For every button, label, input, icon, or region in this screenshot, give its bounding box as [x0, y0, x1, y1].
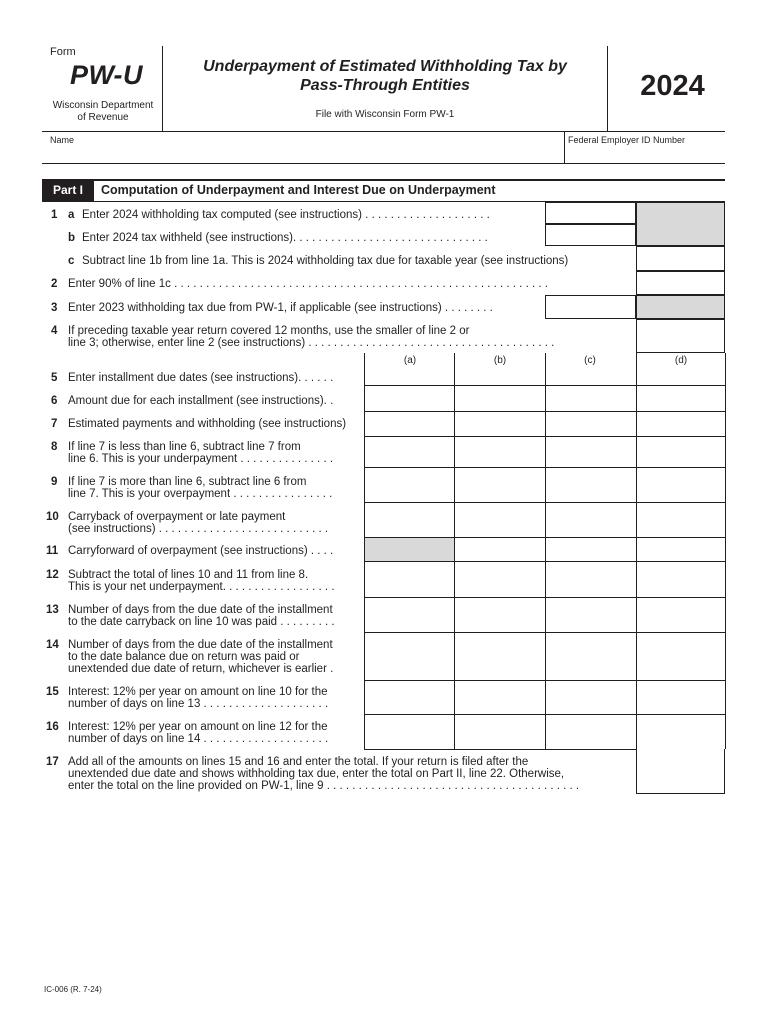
line-4-field[interactable] [636, 319, 725, 353]
part1-title: Computation of Underpayment and Interest Due on Underpayment [101, 183, 496, 197]
grid-row-15-bottom [364, 714, 725, 715]
grid-row-12-bottom [364, 597, 725, 598]
line-1b-field[interactable] [545, 224, 636, 246]
line-16-text-2: number of days on line 14 . . . . . . . . . . . . . . . . . . . . [68, 733, 329, 745]
grid-col-c-left [545, 353, 546, 749]
grid-row-5-bottom [364, 385, 725, 386]
name-label: Name [50, 135, 75, 145]
line-7-number: 7 [51, 418, 58, 430]
department-name [48, 100, 158, 124]
column-b-header: (b) [493, 355, 507, 366]
line-1b-letter: b [68, 232, 76, 244]
form-title-line-1: Underpayment of Estimated Withholding Tax by [203, 58, 567, 75]
line-8-number: 8 [51, 441, 58, 453]
line-14-text-3: unextended due date of return, whichever is earlier . [68, 663, 334, 675]
part1-tag: Part I [42, 180, 94, 201]
grid-row-8-bottom [364, 467, 725, 468]
column-c-header: (c) [584, 355, 596, 366]
line-3-text: Enter 2023 withholding tax due from PW-1, if applicable (see instructions) . . . . . . . . [68, 302, 493, 314]
line-8-text-2: line 6. This is your underpayment . . . . . . . . . . . . . . . [68, 453, 334, 465]
line-5-col-b-field[interactable] [455, 362, 545, 385]
line-1a-letter: a [68, 209, 75, 221]
header-divider-right [607, 46, 608, 131]
column-d-header: (d) [674, 355, 688, 366]
line-2-text: Enter 90% of line 1c . . . . . . . . . . . . . . . . . . . . . . . . . . . . . . . . . . . . . . . . . . . . . . . . . . . . . . . . . . . [68, 278, 548, 290]
form-word: Form [50, 46, 76, 58]
line-3-number: 3 [51, 302, 58, 314]
form-title-line-2: Pass-Through Entities [300, 77, 470, 94]
line-4-text-1: If preceding taxable year return covered 12 months, use the smaller of line 2 or [68, 325, 470, 337]
form-title [165, 57, 605, 95]
fein-label: Federal Employer ID Number [568, 135, 686, 145]
line-10-number: 10 [46, 511, 59, 523]
line-1a-text: Enter 2024 withholding tax computed (see instructions) . . . . . . . . . . . . . . . . . . . . [82, 209, 490, 221]
line-4-text-2: line 3; otherwise, enter line 2 (see instructions) . . . . . . . . . . . . . . . . . . . . . . . . . . . . . . . . . . . . . . . [68, 337, 555, 349]
line-17-number: 17 [46, 756, 59, 768]
line-3-shaded-cell [636, 295, 725, 319]
line-1c-field[interactable] [636, 246, 725, 271]
line-1ab-shaded-cell [636, 202, 725, 246]
line-1-number: 1 [51, 209, 58, 221]
line-13-text-1: Number of days from the due date of the installment [68, 604, 333, 616]
line-5-col-a-field[interactable] [365, 362, 454, 385]
line-10-text-2: (see instructions) . . . . . . . . . . . . . . . . . . . . . . . . . . . [68, 523, 329, 535]
line-12-text-2: This is your net underpayment. . . . . . . . . . . . . . . . . . [68, 581, 335, 593]
line-5-col-c-field[interactable] [546, 362, 636, 385]
line-15-text-1: Interest: 12% per year on amount on line 10 for the [68, 686, 328, 698]
line-4-number: 4 [51, 325, 58, 337]
dept-line-1: Wisconsin Department [52, 100, 154, 111]
line-14-text-1: Number of days from the due date of the installment [68, 639, 333, 651]
line-11-number: 11 [46, 545, 59, 557]
line-5-col-d-field[interactable] [637, 362, 725, 385]
line-1a-field[interactable] [545, 202, 636, 224]
line-7-text: Estimated payments and withholding (see instructions) [68, 418, 347, 430]
line-9-text-1: If line 7 is more than line 6, subtract line 6 from [68, 476, 307, 488]
line-14-number: 14 [46, 639, 59, 651]
form-id: PW-U [70, 60, 143, 90]
line-16-number: 16 [46, 721, 59, 733]
dept-line-2: of Revenue [77, 112, 129, 123]
line-15-number: 15 [46, 686, 59, 698]
line-13-text-2: to the date carryback on line 10 was paid . . . . . . . . . [68, 616, 335, 628]
line-1b-text: Enter 2024 tax withheld (see instructions). . . . . . . . . . . . . . . . . . . . . . . . . . . . . . . [82, 232, 488, 244]
line-17-text-1: Add all of the amounts on lines 15 and 16 and enter the total. If your return is filed after the [68, 756, 529, 768]
line-5-number: 5 [51, 372, 58, 384]
line-6-number: 6 [51, 395, 58, 407]
line-9-number: 9 [51, 476, 58, 488]
line-1c-letter: c [68, 255, 75, 267]
line-6-text: Amount due for each installment (see instructions). . [68, 395, 334, 407]
grid-row-13-bottom [364, 632, 725, 633]
name-field[interactable] [46, 145, 561, 162]
column-a-header: (a) [403, 355, 417, 366]
form-code: IC-006 (R. 7-24) [44, 985, 102, 994]
name-row-bottom-rule [42, 163, 725, 164]
part1-top-rule [42, 179, 725, 181]
fein-divider [564, 131, 565, 163]
grid-row-11-bottom [364, 561, 725, 562]
line-17-text-2: unextended due date and shows withholding tax due, enter the total on Part II, line 22. Otherwise, [68, 768, 565, 780]
line-15-text-2: number of days on line 13 . . . . . . . . . . . . . . . . . . . . [68, 698, 329, 710]
line-2-field[interactable] [636, 271, 725, 295]
line-14-text-2: to the date balance due on return was paid or [68, 651, 300, 663]
line-16-text-1: Interest: 12% per year on amount on line 12 for the [68, 721, 328, 733]
grid-col-d-left [636, 353, 637, 749]
line-13-number: 13 [46, 604, 59, 616]
grid-col-b-left [454, 353, 455, 749]
name-row-top-rule [42, 131, 725, 132]
line-12-number: 12 [46, 569, 59, 581]
header-divider-left [162, 46, 163, 131]
line-11-col-a-shaded [365, 538, 454, 561]
file-with-note: File with Wisconsin Form PW-1 [315, 109, 455, 120]
tax-year: 2024 [640, 70, 705, 102]
grid-row-6-bottom [364, 411, 725, 412]
line-2-number: 2 [51, 278, 58, 290]
line-12-text-1: Subtract the total of lines 10 and 11 from line 8. [68, 569, 309, 581]
grid-row-7-bottom [364, 436, 725, 437]
line-3-field[interactable] [545, 295, 636, 319]
line-9-text-2: line 7. This is your overpayment . . . . . . . . . . . . . . . . [68, 488, 333, 500]
line-5-text: Enter installment due dates (see instructions). . . . . . [68, 372, 334, 384]
line-8-text-1: If line 7 is less than line 6, subtract line 7 from [68, 441, 301, 453]
line-17-field[interactable] [636, 749, 725, 794]
line-10-text-1: Carryback of overpayment or late payment [68, 511, 286, 523]
line-17-text-3: enter the total on the line provided on PW-1, line 9 . . . . . . . . . . . . . . . . . . . . . . . . . . . . . . . . . . . . . . . . [68, 780, 580, 792]
grid-row-9-bottom [364, 502, 725, 503]
line-1c-text: Subtract line 1b from line 1a. This is 2024 withholding tax due for taxable year (see instructions) [82, 255, 569, 267]
line-11-text: Carryforward of overpayment (see instructions) . . . . [68, 545, 334, 557]
grid-row-14-bottom [364, 680, 725, 681]
fein-field[interactable] [568, 145, 723, 162]
grid-col-d-right [725, 353, 726, 749]
